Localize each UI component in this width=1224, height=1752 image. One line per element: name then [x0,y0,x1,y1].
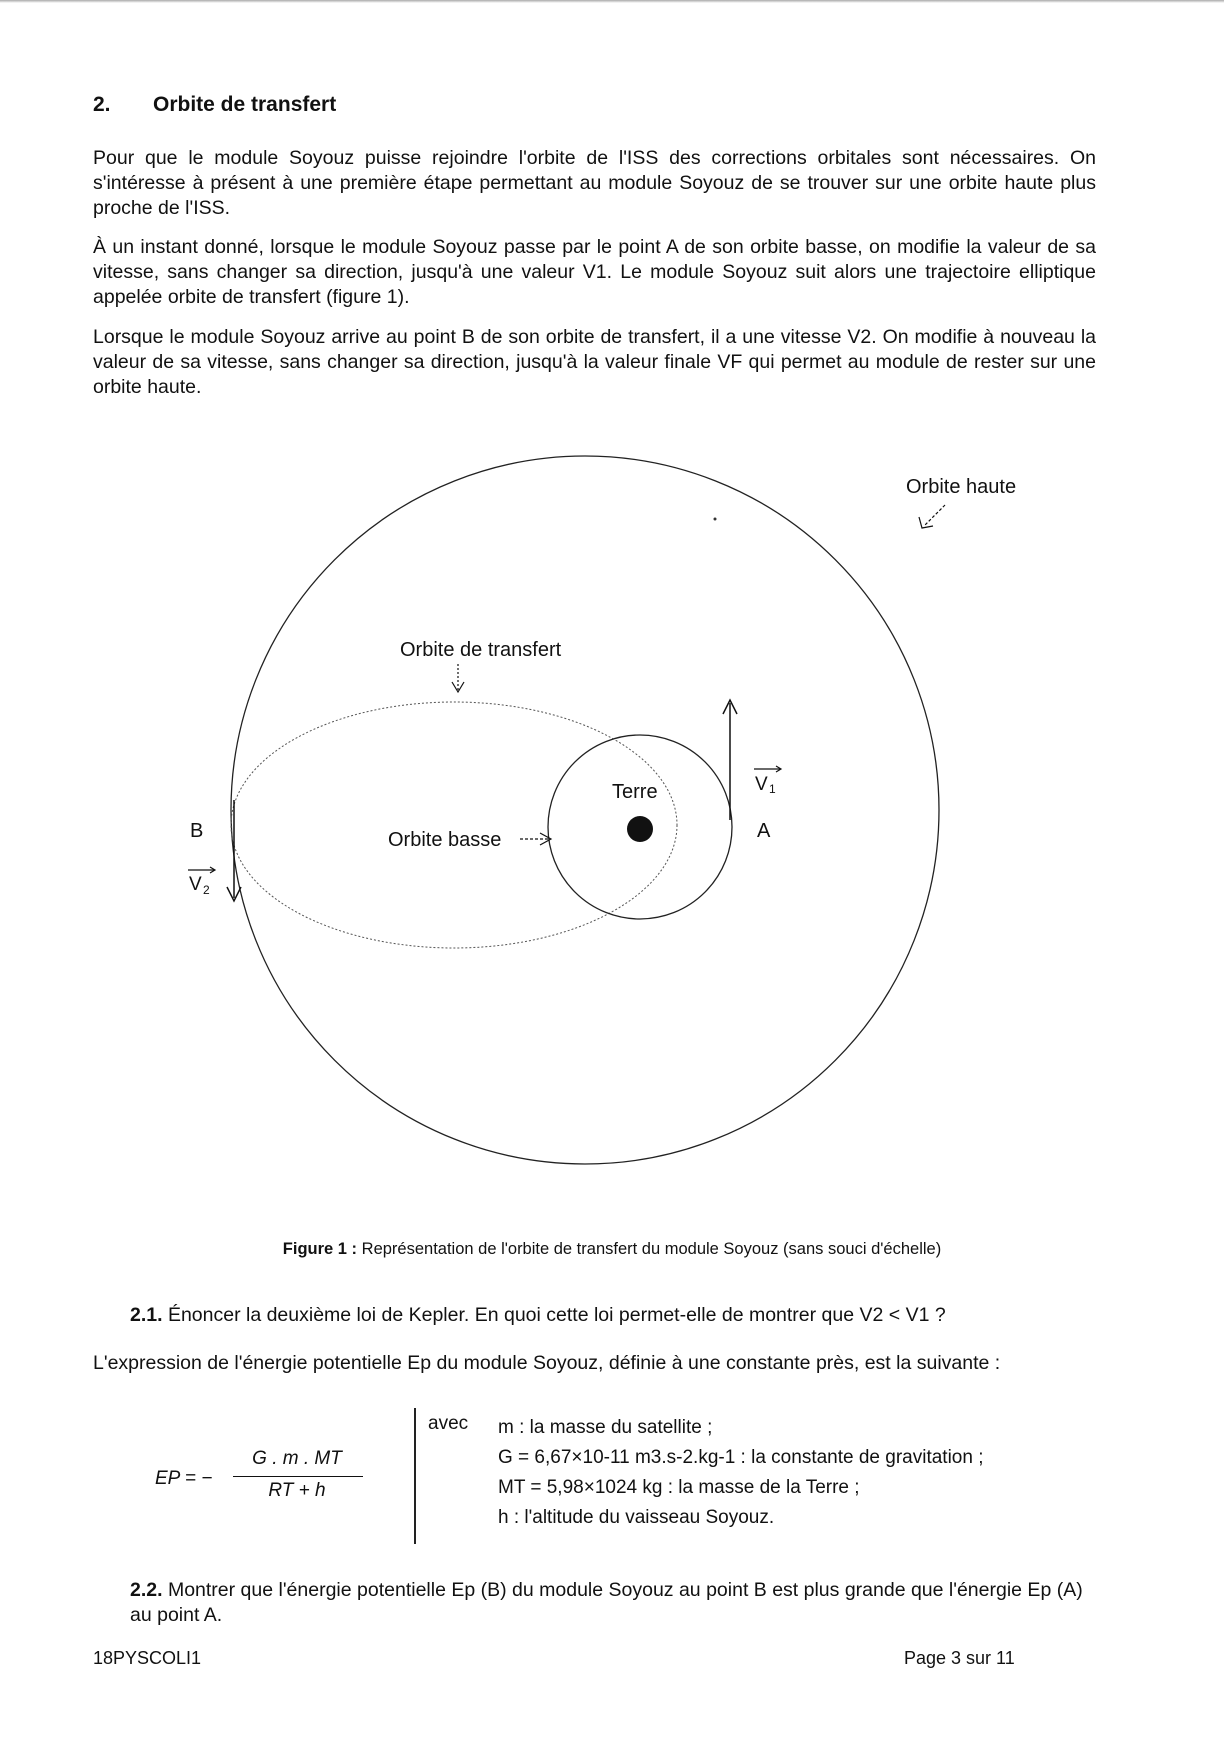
small-dot [714,518,717,521]
orbit-diagram [0,420,1224,1220]
caption-text: Représentation de l'orbite de transfert du module Soyouz (sans souci d'échelle) [357,1240,942,1258]
question-2-2-number: 2.2. [130,1579,163,1601]
earth-dot [627,816,653,842]
label-orbite-haute: Orbite haute [906,476,1017,498]
figure-caption [0,1240,1224,1259]
label-terre: Terre [612,781,658,803]
section-number: 2. [93,93,111,116]
avec-label: avec [428,1413,469,1434]
formula-lhs: EP = − [155,1468,213,1489]
label-orbite-transfert: Orbite de transfert [400,639,562,661]
label-point-b: B [190,820,204,842]
question-2-2 [130,1578,1096,1628]
question-2-1-number: 2.1. [130,1304,163,1326]
transfer-orbit-ellipse [231,702,677,948]
definition-h: h : l'altitude du vaisseau Soyouz. [498,1507,775,1528]
caption-label: Figure 1 : [282,1240,358,1258]
formula-divider [414,1408,416,1544]
label-point-a: A [757,820,771,842]
paragraph-2: À un instant donné, lorsque le module Soyouz passe par le point A de son orbite basse, on modifie la valeur de sa vitesse, sans changer sa direction, jusqu'à une valeur V1. Le module Soyouz suit alors une trajectoire elliptique appelée orbite de transfert (figure 1). [93,236,1096,308]
definition-m: m : la masse du satellite ; [498,1417,713,1438]
question-2-1 [130,1303,946,1328]
label-orbite-basse: Orbite basse [388,829,502,851]
high-orbit-circle [231,456,939,1164]
footer-page: Page 3 sur 11 [904,1648,1015,1668]
top-border [0,0,1224,3]
high-orbit-pointer [925,505,945,525]
fraction-bar [233,1476,363,1477]
paragraph-1: Pour que le module Soyouz puisse rejoindre l'orbite de l'ISS des corrections orbitales sont nécessaires. On s'intéresse à présent à une première étape permettant au module Soyouz de se trouver sur une orbite haute plus proche de l'ISS. [93,147,1096,219]
definitions-list [498,1413,983,1533]
potential-energy-formula [155,1448,385,1518]
section-title-text: Orbite de transfert [153,93,337,116]
formula-numerator: G . m . MT [252,1448,342,1469]
energy-intro: L'expression de l'énergie potentielle Ep du module Soyouz, définie à une constante près, est la suivante : [93,1352,1001,1374]
footer-code: 18PYSCOLI1 [93,1648,202,1668]
label-v1: V [755,774,768,795]
transfer-orbit-pointer-head [452,682,464,692]
label-v2-sub: 2 [203,883,210,897]
paragraph-3: Lorsque le module Soyouz arrive au point B de son orbite de transfert, il a une vitesse V2. On modifie à nouveau la valeur de sa vitesse, sans changer sa direction, jusqu'à la valeur finale VF qui permet au module de rester sur une orbite haute. [93,326,1096,398]
label-v2: V [189,874,202,895]
formula-denominator: RT + h [268,1480,326,1501]
question-2-1-text: Énoncer la deuxième loi de Kepler. En quoi cette loi permet-elle de montrer que V2 < V1 ? [162,1304,946,1326]
high-orbit-pointer-head [919,517,933,528]
figure-orbits [0,420,1224,1220]
section-title [93,93,336,117]
label-v1-sub: 1 [769,782,776,796]
definition-mt: MT = 5,98×1024 kg : la masse de la Terre ; [498,1477,860,1498]
definition-g: G = 6,67×10-11 m3.s-2.kg-1 : la constante de gravitation ; [498,1447,984,1468]
question-2-2-text: Montrer que l'énergie potentielle Ep (B) du module Soyouz au point B est plus grande que l'énergie Ep (A) au point A. [130,1579,1083,1626]
